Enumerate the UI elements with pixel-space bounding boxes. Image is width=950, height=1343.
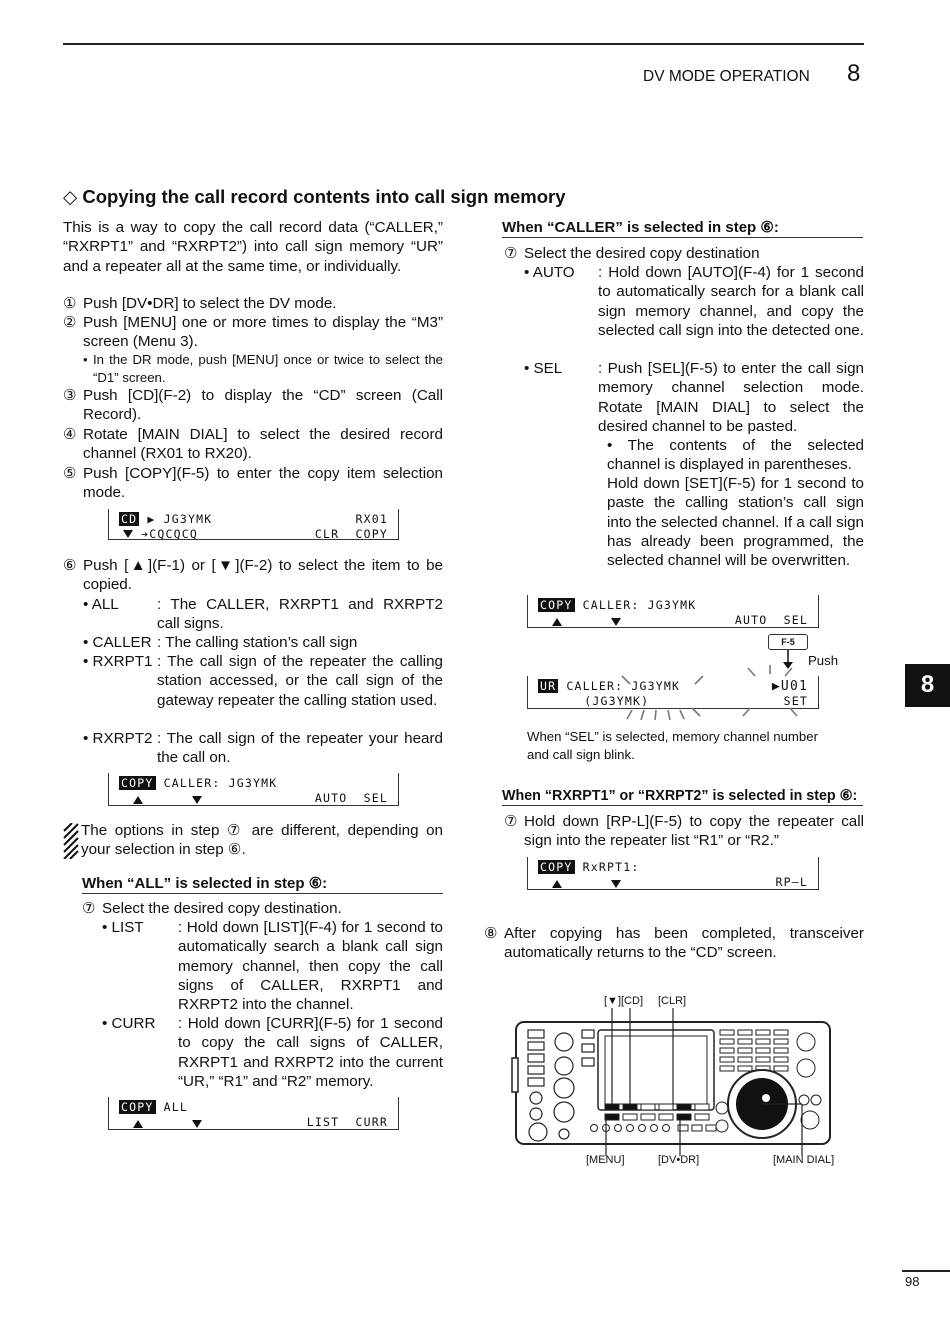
item-desc: : The calling station’s call sign [157, 634, 358, 651]
bullet: • [83, 352, 88, 367]
item-caller [83, 633, 443, 653]
step-1 [63, 294, 443, 314]
note-text: The options in step ⑦ are different, depending on your selection in step ⑥. [81, 822, 443, 859]
lcd-softkeys: AUTO SEL [734, 613, 808, 627]
rxrpt-heading-rule [502, 805, 863, 806]
step-text: Select the desired copy destination [524, 245, 760, 262]
sel-desc2: Hold down [SET](F-5) for 1 second to paste the calling station’s call sign into the selected channel. If a call sign has already been programmed, the selected channel will be overwritten. [607, 475, 864, 570]
item-desc: : Hold down [LIST](F-4) for 1 second to automatically search a blank call sign memory channel, then copy the call signs of CALLER, RXRPT1 and RXRPT2 into the channel. [178, 919, 443, 1014]
lcd-tag: UR [540, 679, 557, 693]
sel-bullet [607, 436, 864, 475]
lcd-softkeys: CLR COPY [314, 527, 388, 541]
lcd-arrows [133, 1117, 202, 1131]
lcd-tag: COPY [540, 860, 573, 874]
radio-label-main-dial: [MAIN DIAL] [773, 1154, 835, 1166]
radio-label-clr: [CLR] [658, 995, 687, 1007]
note [63, 821, 443, 861]
chapter-tab [905, 664, 950, 707]
step-8 [484, 924, 864, 964]
lcd-copy-caller [108, 773, 399, 806]
lcd-cd-screen [108, 509, 399, 540]
lcd-caller: CALLER: JG3YMK [582, 598, 697, 612]
rxrpt-heading: When “RXRPT1” or “RXRPT2” is selected in step ⑥: [502, 788, 858, 804]
lcd-tag: COPY [540, 598, 573, 612]
diamond-icon: ◇ [63, 186, 78, 207]
step-text: Push [CD](F-2) to display the “CD” screen (Call Record). [83, 387, 443, 424]
lcd-tag: COPY [121, 776, 154, 790]
lcd-tag: COPY [121, 1100, 154, 1114]
step-4 [63, 425, 443, 465]
lcd-destination: ➔CQCQCQ [141, 527, 198, 541]
down-arrow-icon [611, 880, 621, 888]
lcd-line2 [123, 527, 198, 541]
step-text: Hold down [RP-L](F-5) to copy the repeater call sign into the repeater list “R1” or “R2.” [524, 813, 864, 850]
item-sel [524, 359, 864, 589]
sel-bullet-text: • The contents of the selected channel is displayed in parentheses. [607, 437, 864, 474]
all-heading: When “ALL” is selected in step ⑥: [82, 875, 328, 892]
item-rxrpt2 [83, 729, 443, 769]
down-arrow-icon [192, 1120, 202, 1128]
caller-heading-rule [502, 237, 863, 238]
step-text: After copying has been completed, transceiver automatically returns to the “CD” screen. [504, 925, 864, 962]
step-number: ⑥ [63, 557, 77, 574]
note-text: In the DR mode, push [MENU] once or twice to select the “D1” screen. [93, 352, 443, 385]
step-number: ⑧ [484, 925, 498, 942]
lcd-line1 [119, 776, 277, 790]
item-term: • RXRPT2 [83, 730, 153, 747]
lcd-line1 [119, 512, 212, 526]
item-term: • RXRPT1 [83, 653, 153, 670]
item-term: • CALLER [83, 634, 152, 651]
lcd-callsign: (JG3YMK) [568, 694, 650, 708]
lcd-softkeys: LIST CURR [306, 1115, 388, 1129]
rxrpt-step-7 [504, 812, 864, 852]
item-desc: : The call sign of the repeater your heard the call on. [157, 730, 443, 767]
lcd-tag: CD [121, 512, 138, 526]
lcd-caller: CALLER: JG3YMK [566, 679, 681, 693]
intro-paragraph: This is a way to copy the call record data (“CALLER,” “RXRPT1” and “RXRPT2”) into call sign memory “UR” and a repeater all at the same time, or individually. [63, 219, 443, 275]
sel-caption: When “SEL” is selected, memory channel number and call sign blink. [527, 729, 818, 762]
step-number: ③ [63, 387, 77, 404]
chapter-tab-number: 8 [920, 671, 935, 698]
lcd-caller-copy [527, 595, 819, 628]
item-term: • SEL [524, 360, 563, 377]
push-label: Push [808, 653, 839, 668]
item-desc: : Hold down [CURR](F-5) for 1 second to copy the call signs of CALLER, RXRPT1 and RXRPT2 into the current “UR,” “R1” and “R2” memory. [178, 1015, 443, 1090]
item-term: • AUTO [524, 264, 575, 281]
item-curr [102, 1014, 443, 1094]
step-text: Push [COPY](F-5) to enter the copy item selection mode. [83, 465, 443, 502]
down-arrow-icon [123, 530, 133, 538]
lcd-softkey: SET [783, 694, 808, 708]
item-auto [524, 263, 864, 359]
section-title [63, 186, 566, 208]
step-text: Push [DV•DR] to select the DV mode. [83, 295, 337, 312]
header-chapter-number: 8 [847, 60, 861, 87]
step-text: Push [▲](F-1) or [▼](F-2) to select the item to be copied. [83, 557, 443, 594]
step-number: ⑦ [504, 245, 518, 262]
up-arrow-icon [552, 880, 562, 888]
step-number: ⑦ [504, 813, 518, 830]
section-title-text: Copying the call record contents into call sign memory [82, 186, 566, 207]
lcd-caller: CALLER: JG3YMK [163, 776, 278, 790]
up-arrow-icon [133, 796, 143, 804]
all-heading-rule [82, 893, 443, 894]
item-all [83, 595, 443, 635]
lcd-line1 [119, 1100, 188, 1114]
step-3 [63, 386, 443, 426]
step-number: ⑦ [82, 900, 96, 917]
radio-label-down-cd: [▼][CD] [604, 995, 643, 1007]
all-step-7 [82, 899, 443, 919]
down-arrow-icon [611, 618, 621, 626]
item-term: • LIST [102, 919, 144, 936]
lcd-item: ALL [163, 1100, 188, 1114]
lcd-caller: ▶ JG3YMK [147, 512, 213, 526]
step-text: Select the desired copy destination. [102, 900, 342, 917]
step-text: Push [MENU] one or more times to display the “M3” screen (Menu 3). [83, 314, 443, 351]
step-number: ⑤ [63, 465, 77, 482]
lcd-memory-channel: ▶U01 [771, 679, 808, 694]
item-list [102, 918, 443, 1014]
blink-rays-icon [610, 664, 810, 724]
item-rxrpt1 [83, 652, 443, 732]
lcd-copy-all [108, 1097, 399, 1130]
caller-heading: When “CALLER” is selected in step ⑥: [502, 219, 779, 236]
lcd-line1 [538, 598, 696, 612]
lcd-arrows [552, 877, 621, 891]
note-icon [63, 823, 79, 859]
header-section-title: DV MODE OPERATION [643, 68, 810, 85]
footer-rule [902, 1270, 950, 1272]
lcd-arrows [133, 793, 202, 807]
lcd-softkeys: AUTO SEL [314, 791, 388, 805]
item-term: • ALL [83, 596, 119, 613]
item-desc: : Hold down [AUTO](F-4) for 1 second to automatically search for a blank call sign memory channel, and copy the selected call sign into the detected one. [598, 264, 864, 339]
radio-label-dv-dr: [DV•DR] [658, 1154, 700, 1166]
step-number: ① [63, 295, 77, 312]
item-desc: : Push [SEL](F-5) to enter the call sign memory channel selection mode. Rotate [MAIN DIAL] to select the desired channel to be pasted. [598, 360, 864, 435]
f5-key: F-5 [768, 634, 808, 650]
item-desc: : The call sign of the repeater the calling station accessed, or the call sign of the gateway repeater the calling station used. [157, 653, 443, 709]
step-2-note [83, 351, 443, 387]
step-2 [63, 313, 443, 353]
lcd-item: RxRPT1: [582, 860, 640, 874]
caller-step-7 [504, 244, 864, 264]
item-term: • CURR [102, 1015, 156, 1032]
header-rule [63, 43, 864, 45]
radio-label-menu: [MENU] [586, 1154, 625, 1166]
down-arrow-icon [192, 796, 202, 804]
lcd-softkeys: RP–L [775, 875, 808, 889]
up-arrow-icon [133, 1120, 143, 1128]
item-desc: : The CALLER, RXRPT1 and RXRPT2 call signs. [157, 596, 443, 633]
up-arrow-icon [552, 618, 562, 626]
step-6 [63, 556, 443, 596]
transceiver-illustration [510, 1008, 840, 1156]
lcd-arrows [552, 615, 621, 629]
lcd-line1 [538, 860, 640, 874]
lcd-rxrpt [527, 857, 819, 890]
step-5 [63, 464, 443, 504]
page-number: 98 [905, 1274, 920, 1289]
step-number: ④ [63, 426, 77, 443]
step-number: ② [63, 314, 77, 331]
lcd-record-channel: RX01 [355, 512, 388, 526]
step-text: Rotate [MAIN DIAL] to select the desired record channel (RX01 to RX20). [83, 426, 443, 463]
